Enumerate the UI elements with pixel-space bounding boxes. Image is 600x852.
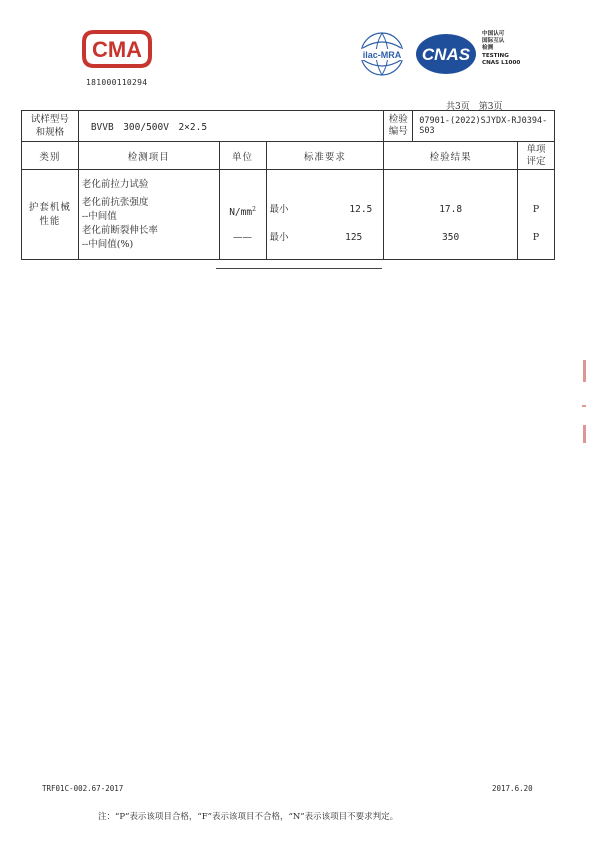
cnas-caption-line: 中国认可 <box>482 31 505 37</box>
result-value: 17.8 <box>439 203 463 215</box>
unit-value: —— <box>233 231 253 243</box>
judgement-value: P <box>532 203 540 215</box>
requirement <box>270 203 381 217</box>
cnas-caption <box>482 31 520 67</box>
judgement-value: P <box>532 231 540 243</box>
scan-mark <box>583 360 586 382</box>
requirement <box>270 231 381 245</box>
result-cell <box>384 170 518 260</box>
standard-cell <box>266 170 384 260</box>
col-header-standard: 标准要求 <box>266 142 384 170</box>
cnas-caption-line: 国际互认 <box>482 38 505 45</box>
cma-logo <box>80 28 154 70</box>
form-date: 2017.6.20 <box>492 784 533 793</box>
unit-cell <box>219 170 266 260</box>
report-number-value: 07901-(2022)SJYDX-RJ0394-S03 <box>419 116 548 136</box>
item-subtitle: --中间值(%) <box>81 238 134 250</box>
category-cell: 护套机械 性能 <box>22 170 79 260</box>
item-subtitle: --中间值 <box>81 210 117 222</box>
scan-mark <box>582 405 586 407</box>
sample-label: 试样型号 和规格 <box>22 111 79 142</box>
footnote: 注：“P”表示该项目合格，“F”表示该项目不合格，“N”表示该项目不要求判定。 <box>98 812 399 822</box>
report-number-cell <box>384 111 555 142</box>
cnas-logo <box>414 32 478 76</box>
sample-spec: BVVB 300/500V 2×2.5 <box>78 111 383 142</box>
requirement-value: 12.5 <box>349 203 373 215</box>
page-number: 共3页 第3页 <box>446 102 503 112</box>
cma-logo-text: CMA <box>91 37 143 62</box>
col-header-item: 检测项目 <box>78 142 219 170</box>
col-header-result: 检验结果 <box>384 142 518 170</box>
col-header-judgement: 单项 评定 <box>518 142 555 170</box>
requirement-label: 最小 <box>269 231 289 243</box>
form-code: TRF01C-002.67-2017 <box>42 784 124 793</box>
requirement-value: 125 <box>345 231 363 243</box>
cnas-caption-line: 检测 <box>482 45 494 52</box>
item-name: 老化前断裂伸长率 <box>81 224 158 236</box>
cma-certificate-number: 181000110294 <box>86 78 148 87</box>
column-header-row <box>22 142 555 170</box>
cnas-logo-text: CNAS <box>421 45 471 64</box>
scan-mark <box>583 425 586 443</box>
report-table <box>21 110 555 260</box>
report-number-label: 检验 编号 <box>384 111 413 141</box>
end-of-table-line <box>216 268 382 269</box>
col-header-unit: 单位 <box>219 142 266 170</box>
ilac-mra-logo <box>357 30 407 78</box>
unit-superscript: 2 <box>252 205 256 213</box>
cnas-caption-line: CNAS L1000 <box>482 59 521 66</box>
test-items-cell <box>78 170 219 260</box>
test-title: 老化前拉力试验 <box>81 178 149 190</box>
sample-info-row <box>22 111 555 142</box>
judgement-cell <box>518 170 555 260</box>
result-value: 350 <box>442 231 460 243</box>
requirement-label: 最小 <box>269 203 289 215</box>
ilac-logo-text: ilac-MRA <box>362 50 402 60</box>
item-name: 老化前抗张强度 <box>81 196 149 208</box>
col-header-category: 类别 <box>22 142 79 170</box>
unit-value: N/mm <box>229 206 253 218</box>
cnas-caption-line: TESTING <box>482 52 509 59</box>
table-row <box>22 170 555 260</box>
